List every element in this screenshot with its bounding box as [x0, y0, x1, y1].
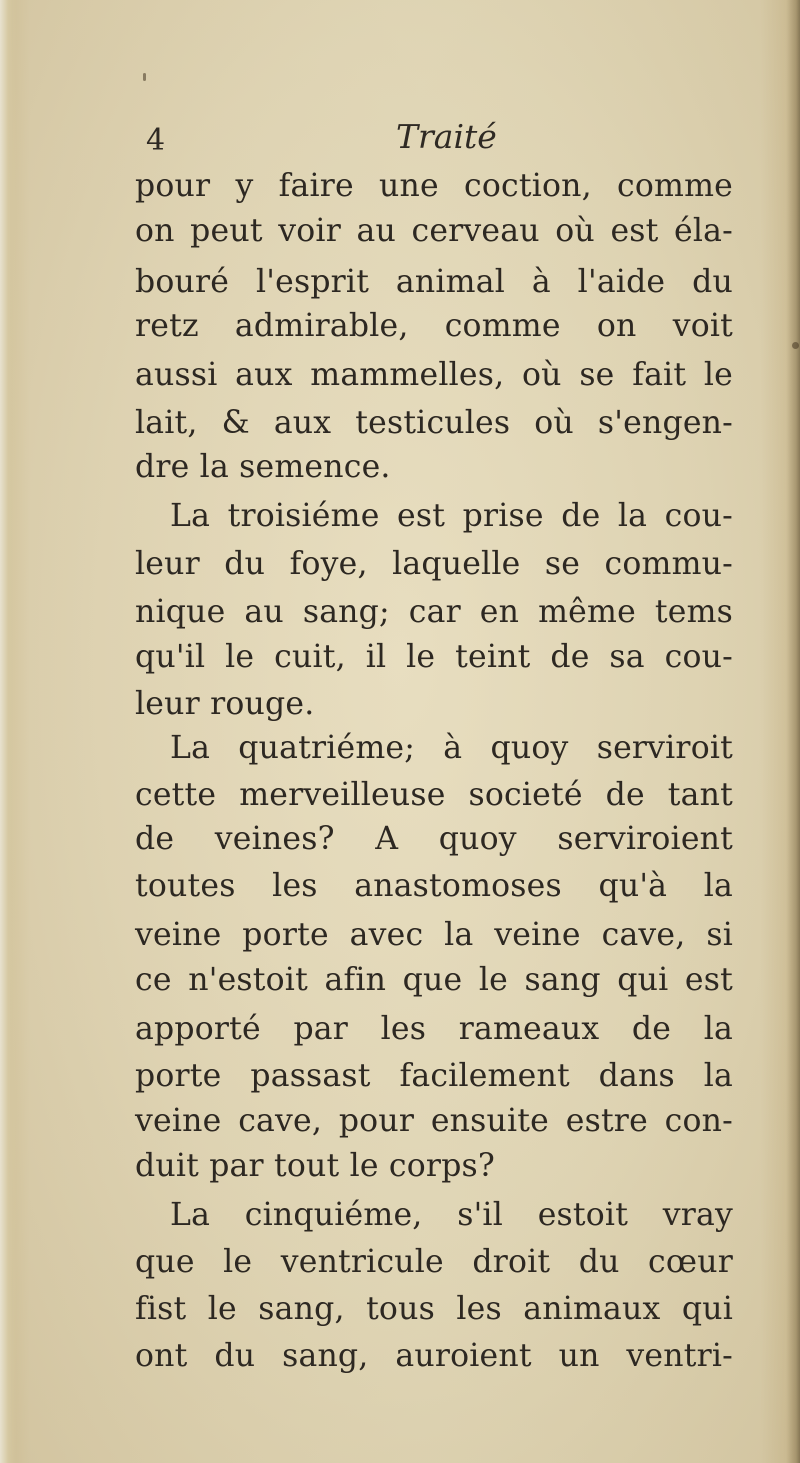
text-line: qu'il le cuit, il le teint de sa cou-: [135, 639, 733, 675]
text-line: duit par tout le corps?: [135, 1148, 496, 1184]
text-line: pour y faire une coction, comme: [135, 168, 733, 204]
text-line: lait, & aux testicules où s'engen-: [135, 405, 733, 441]
text-line: nique au sang; car en même tems: [135, 594, 733, 630]
text-line: aussi aux mammelles, où se fait le: [135, 357, 733, 393]
text-line: ce n'estoit afin que le sang qui est: [135, 962, 733, 998]
text-line: fist le sang, tous les animaux qui: [135, 1291, 733, 1327]
text-line: retz admirable, comme on voit: [135, 308, 733, 344]
page-number: 4: [146, 123, 166, 158]
text-line: La troisiéme est prise de la cou-: [170, 498, 733, 534]
text-line: apporté par les rameaux de la: [135, 1011, 733, 1047]
text-line: de veines? A quoy serviroient: [135, 821, 733, 857]
text-line: La quatriéme; à quoy serviroit: [170, 730, 733, 766]
text-line: on peut voir au cerveau où est éla-: [135, 213, 733, 249]
text-line: dre la semence.: [135, 449, 391, 485]
running-title: Traité: [396, 117, 497, 156]
text-line: ont du sang, auroient un ventri-: [135, 1338, 733, 1374]
text-line: leur du foye, laquelle se commu-: [135, 546, 733, 582]
text-line: bouré l'esprit animal à l'aide du: [135, 264, 733, 300]
text-line: cette merveilleuse societé de tant: [135, 777, 733, 813]
text-line: La cinquiéme, s'il estoit vray: [170, 1197, 733, 1233]
text-line: veine cave, pour ensuite estre con-: [135, 1103, 733, 1139]
text-line: porte passast facilement dans la: [135, 1058, 733, 1094]
text-line: que le ventricule droit du cœur: [135, 1244, 733, 1280]
text-line: leur rouge.: [135, 686, 315, 722]
text-line: veine porte avec la veine cave, si: [135, 917, 733, 953]
text-line: toutes les anastomoses qu'à la: [135, 868, 733, 904]
